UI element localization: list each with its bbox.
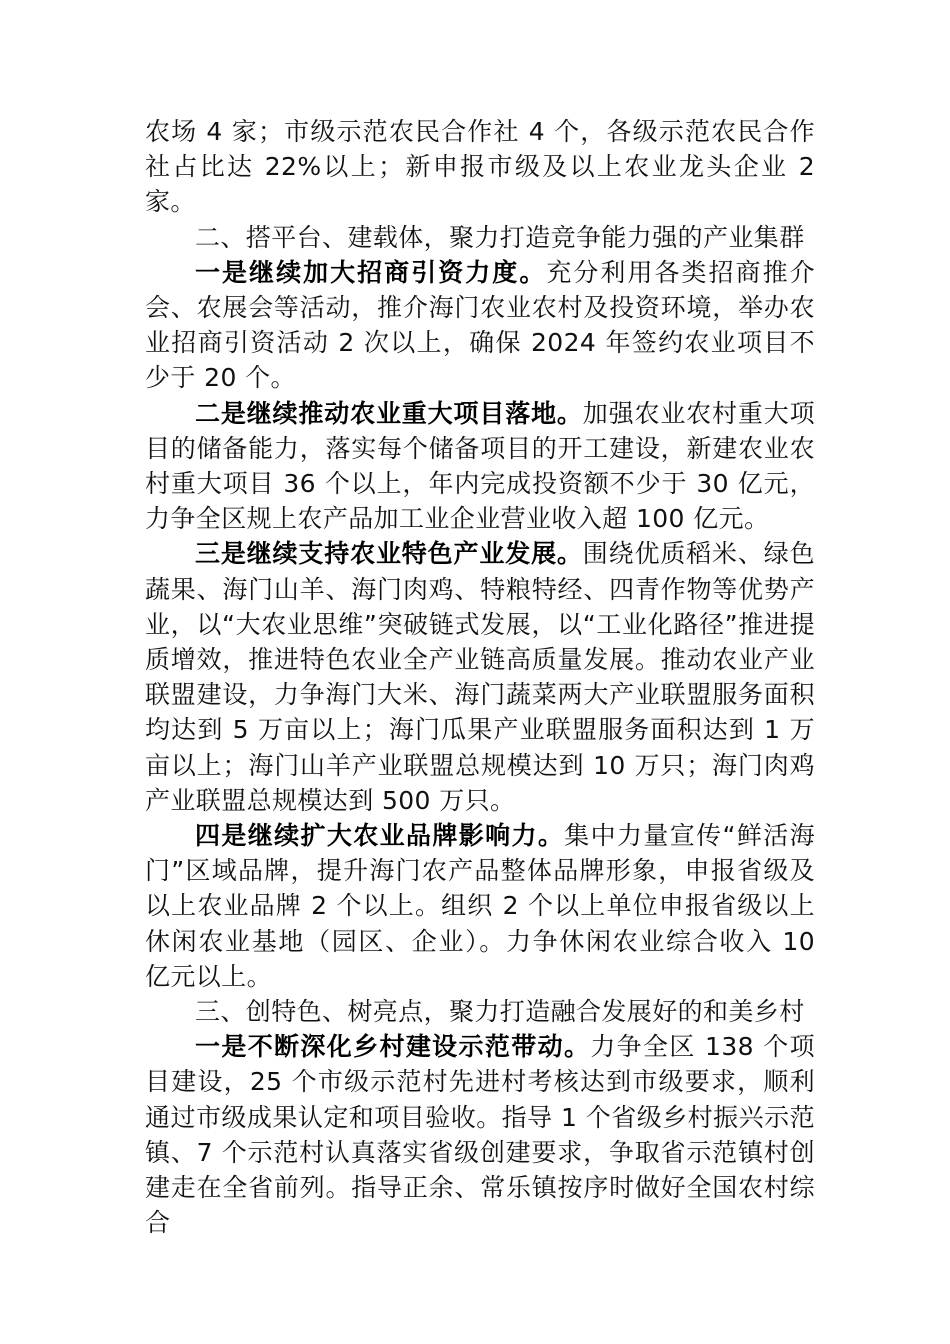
paragraph-text: 集中力量宣传“鲜活海门”区域品牌，提升海门农产品整体品牌形象，申报省级及以上农业品牌 2 个以上。组织 2 个以上单位申报省级以上休闲农业基地（园区、企业）。力争休闲农业综合收入 10 亿元以上。 xyxy=(145,821,815,991)
paragraph-major-projects xyxy=(145,396,815,537)
section-heading-text: 三、创特色、树亮点，聚力打造融合发展好的和美乡村 xyxy=(195,997,805,1027)
paragraph-text: 力争全区 138 个项目建设，25 个市级示范村先进村考核达到市级要求，顺利通过市级成果认定和项目验收。指导 1 个省级乡村振兴示范镇、7 个示范村认真落实省级创建要求，争取省示范镇村创建走在全省前列。指导正余、常乐镇按序时做好全国农村综合 xyxy=(145,1032,815,1238)
paragraph-lead: 二是继续推动农业重大项目落地。 xyxy=(195,398,583,428)
document-page xyxy=(145,114,815,1241)
paragraph-text: 围绕优质稻米、绿色蔬果、海门山羊、海门肉鸡、特粮特经、四青作物等优势产业，以“大农业思维”突破链式发展，以“工业化路径”推进提质增效，推进特色农业全产业链高质量发展。推动农业产业联盟建设，力争海门大米、海门蔬菜两大产业联盟服务面积均达到 5 万亩以上；海门瓜果产业联盟服务面积达到 1 万亩以上；海门山羊产业联盟总规模达到 10 万只；海门肉鸡产业联盟总规模达到 500 万只。 xyxy=(145,539,815,815)
paragraph-lead: 一是不断深化乡村建设示范带动。 xyxy=(195,1032,591,1062)
paragraph-1 xyxy=(145,114,815,220)
section-heading-2 xyxy=(145,220,815,255)
paragraph-text: 农场 4 家；市级示范农民合作社 4 个，各级示范农民合作社占比达 22%以上；新申报市级及以上农业龙头企业 2 家。 xyxy=(145,117,815,217)
paragraph-lead: 三是继续支持农业特色产业发展。 xyxy=(195,539,583,569)
paragraph-rural-demo xyxy=(145,1029,815,1240)
paragraph-text: 充分利用各类招商推介会、农展会等活动，推介海门农业农村及投资环境，举办农业招商引资活动 2 次以上，确保 2024 年签约农业项目不少于 20 个。 xyxy=(145,257,815,393)
paragraph-text: 加强农业农村重大项目的储备能力，落实每个储备项目的开工建设，新建农业农村重大项目 36 个以上，年内完成投资额不少于 30 亿元，力争全区规上农产品加工业企业营业收入超 100 亿元。 xyxy=(145,398,815,534)
paragraph-lead: 一是继续加大招商引资力度。 xyxy=(195,257,547,287)
paragraph-lead: 四是继续扩大农业品牌影响力。 xyxy=(195,821,565,851)
paragraph-brand xyxy=(145,818,815,994)
section-heading-text: 二、搭平台、建载体，聚力打造竞争能力强的产业集群 xyxy=(195,222,805,252)
paragraph-investment xyxy=(145,255,815,396)
section-heading-3 xyxy=(145,994,815,1029)
paragraph-featured-industry xyxy=(145,536,815,818)
